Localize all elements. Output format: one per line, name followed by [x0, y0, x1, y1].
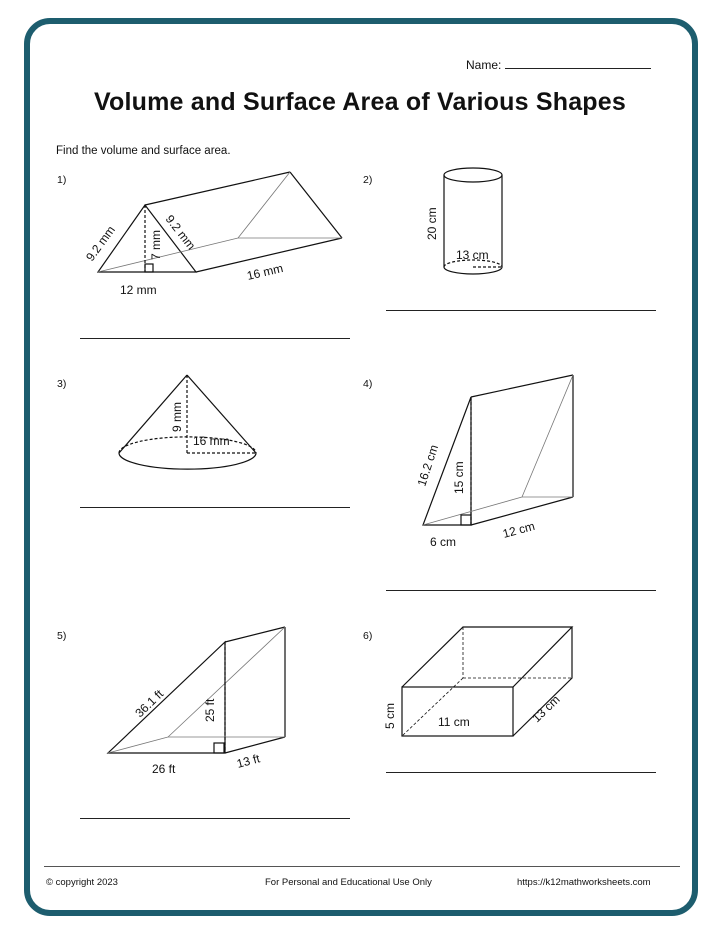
answer-line-1[interactable] [80, 338, 350, 339]
p6-label-height: 5 cm [383, 702, 397, 729]
p5-front-face [108, 642, 225, 753]
problem-4-number: 4) [363, 378, 373, 390]
page-title: Volume and Surface Area of Various Shapes [94, 88, 626, 116]
p1-label-slant-left: 9.2 mm [83, 223, 118, 264]
p6-label-depth: 13 cm [529, 692, 563, 726]
problem-3-figure [119, 375, 256, 469]
answer-line-2[interactable] [386, 310, 656, 311]
problem-6-number: 6) [363, 630, 373, 642]
p5-bottom-edge [225, 737, 285, 753]
footer-usage: For Personal and Educational Use Only [265, 877, 432, 888]
footer-site-link[interactable]: https://k12mathworksheets.com [517, 877, 651, 888]
p4-hidden-edge [522, 375, 573, 497]
p5-hidden-edge [168, 627, 285, 737]
p4-label-length: 12 cm [501, 518, 537, 541]
p1-back-right-edge [290, 172, 342, 238]
p4-top-edge [471, 375, 573, 397]
p6-label-width: 11 cm [438, 715, 470, 729]
p4-label-base: 6 cm [430, 535, 457, 549]
name-label: Name: [466, 58, 502, 72]
p2-top-ellipse [444, 168, 502, 182]
p4-hidden-base [423, 497, 522, 525]
answer-line-4[interactable] [386, 590, 656, 591]
footer-copyright: © copyright 2023 [46, 877, 118, 888]
problem-1-figure [98, 172, 342, 272]
p1-right-angle [145, 264, 153, 272]
p1-label-height: 7 mm [149, 230, 163, 260]
p5-label-height: 25 ft [203, 698, 217, 722]
p4-right-angle [461, 515, 471, 525]
p5-top-edge [225, 627, 285, 642]
p3-base-front [119, 453, 256, 469]
problem-1-number: 1) [57, 174, 67, 186]
problem-6-figure [402, 627, 572, 736]
problem-4-figure [423, 375, 573, 525]
problem-5-number: 5) [57, 630, 67, 642]
footer-divider [44, 866, 680, 867]
p5-label-slant: 36.1 ft [132, 686, 167, 721]
p1-label-length: 16 mm [245, 261, 285, 283]
p3-label-radius: 16 mm [193, 434, 230, 448]
p1-label-base: 12 mm [120, 283, 157, 297]
p5-right-angle [214, 743, 224, 753]
p6-top-face [402, 627, 572, 687]
p5-label-base: 26 ft [152, 762, 176, 776]
problem-2-number: 2) [363, 174, 373, 186]
p5-label-length: 13 ft [235, 751, 262, 771]
p1-label-slant-right: 9.2 mm [162, 212, 199, 253]
problem-5-figure [108, 627, 285, 753]
p4-label-slant: 16.2 cm [414, 443, 442, 488]
p4-label-height: 15 cm [452, 461, 466, 494]
p2-label-radius: 13 cm [456, 248, 489, 262]
p2-bottom-front [444, 267, 502, 274]
problem-3-number: 3) [57, 378, 67, 390]
p2-label-height: 20 cm [425, 207, 439, 240]
answer-line-5[interactable] [80, 818, 350, 819]
p3-label-height: 9 mm [170, 402, 184, 432]
answer-line-6[interactable] [386, 772, 656, 773]
answer-line-3[interactable] [80, 507, 350, 508]
instructions: Find the volume and surface area. [56, 145, 231, 157]
